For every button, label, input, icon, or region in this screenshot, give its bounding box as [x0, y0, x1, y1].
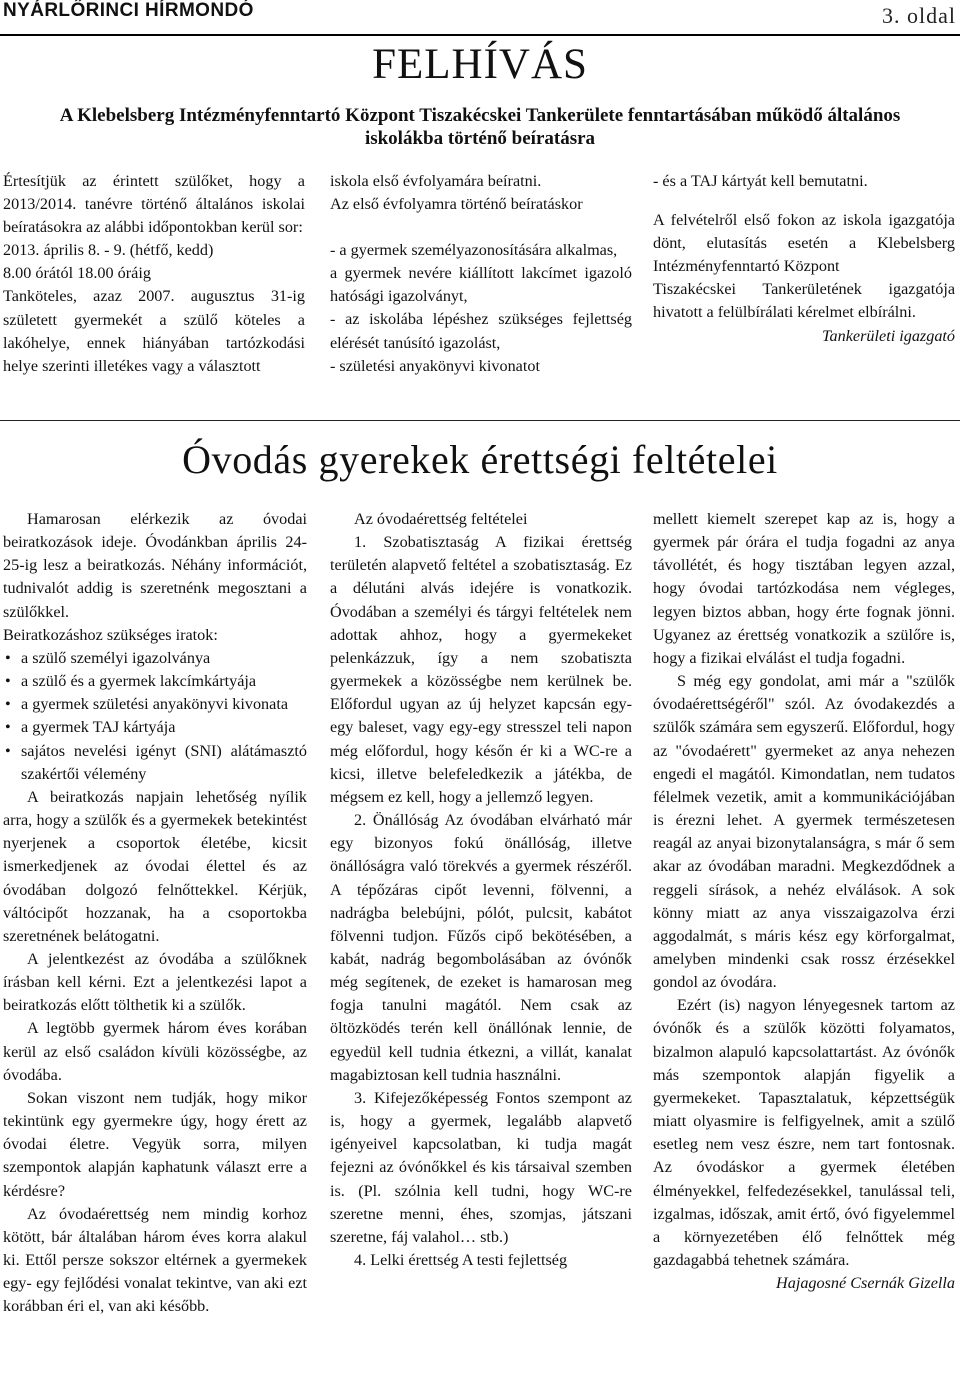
- masthead: [0, 0, 960, 36]
- article-paragraph: S még egy gondolat, ami már a "szülők óvodaérettségéről" szól. Az óvodakezdés a szülők számára sem egyszerű. Előfordul, hogy az "óvodaérett" gyermeket az anya nehezen engedi el magától. Kimondatlan, nem tudatos félelmek vezetik, amit a kommunikációjában is érezni lehet. A gyermek természetesen reagál az anyai bizonytalanságra, s már ő sem akar az óvodában maradni. Megkezdődnek a reggeli sírások, a nehéz elválások. A sok könny miatt az anya visszaigazolva érzi aggodalmát, s máris kész egy körforgalmat, amelyben mindenki csak rossz érzésekkel gondol az óvodára.: [653, 672, 955, 992]
- notice-list-item: - az iskolába lépéshez szükséges fejlettség elérését tanúsító igazolást,: [330, 310, 632, 352]
- notice-paragraph: Tanköteles, azaz 2007. augusztus 31-ig született gyermekét a szülő köteles a lakóhelye, ennek hiányában tartózkodási helye szerinti illetékes vagy a választott: [3, 287, 305, 375]
- documents-heading: Beiratkozáshoz szükséges iratok:: [3, 625, 218, 644]
- article-paragraph: A jelentkezést az óvodába a szülőknek írásban kell kérni. Ezt a jelentkezési lapot a beiratkozás előtt tölthetik ki a szülők.: [3, 949, 307, 1015]
- notice-column-1: [3, 170, 305, 378]
- notice-paragraph: Tiszakécskei Tankerületének igazgatója hivatott a felülbírálati kérelmet elbírálni.: [653, 280, 955, 322]
- notice-dates: 2013. április 8. - 9. (hétfő, kedd): [3, 241, 214, 260]
- article-paragraph: mellett kiemelt szerepet kap az is, hogy a gyermek pár órára el tudja fogadni az anya távollétét, és hogy tisztában legyen azzal, hogy óvodai tartózkodása nem végleges, legyen biztos abban, hogy érte fognak jönni. Ugyanez az érettség vonatkozik a szülőre is, hogy a fizikai elválást el tudja fogadni.: [653, 510, 955, 667]
- spacer: [330, 216, 632, 239]
- notice-column-3: [653, 170, 955, 348]
- notice-column-2: [330, 170, 632, 378]
- list-item: • a szülő és a gyermek lakcímkártyája: [3, 670, 307, 693]
- notice-list-item: a gyermek nevére kiállított lakcímet igazoló hatósági igazolványt,: [330, 264, 632, 306]
- notice-paragraph: - és a TAJ kártyát kell bemutatni.: [653, 172, 868, 190]
- list-item: • a gyermek születési anyakönyvi kivonata: [3, 693, 307, 716]
- article-paragraph: Az óvodaérettség nem mindig korhoz kötött, bár általában három éves korra alakul ki. Ettől persze sokszor eltérnek a gyermekek egy- egy fejlődési vonalat tekintve, van aki ezt korábban éri el, van aki később.: [3, 1204, 307, 1316]
- notice-list-item: - születési anyakönyvi kivonatot: [330, 356, 540, 375]
- article-author: Hajagosné Csernák Gizella: [776, 1274, 955, 1293]
- notice-signature: Tankerületi igazgató: [822, 326, 955, 345]
- notice-paragraph: Az első évfolyamra történő beíratáskor: [330, 195, 583, 214]
- list-item: • sajátos nevelési igényt (SNI) alátámasztó szakértői vélemény: [3, 740, 307, 786]
- article-paragraph: Sokan viszont nem tudják, hogy mikor tekintünk egy gyermekre úgy, hogy érett az óvodai életre. Vegyük sorra, milyen szempontok alapján kaphatunk választ erre a kérdésre?: [3, 1088, 307, 1200]
- notice-paragraph: iskola első évfolyamára beíratni.: [330, 172, 542, 190]
- list-item: • a gyermek TAJ kártyája: [3, 716, 307, 739]
- article-paragraph: 3. Kifejezőképesség Fontos szempont az is, hogy a gyermek, legalább alapvető igényeivel kapcsolatban, ki tudja magát fejezni az óvónőkkel és kis társaival szemben is. (Pl. szólnia kell tudni, hogy WC-re szeretne menni, éhes, szomjas, játszani szeretne, fáj valahol… stb.): [330, 1088, 632, 1246]
- article-paragraph: Hamarosan elérkezik az óvodai beiratkozások ideje. Óvodánkban április 24-25-ig lesz a beiratkozás. Néhány információt, tudnivalót addig is szeretnénk megosztani a szülőkkel.: [3, 510, 307, 621]
- documents-list: [3, 647, 307, 786]
- notice-subtitle: A Klebelsberg Intézményfenntartó Központ Tiszakécskei Tankerülete fenntartásában működő általános iskolákba történő beíratásra: [59, 105, 901, 149]
- article-paragraph: 4. Lelki érettség A testi fejlettség: [354, 1251, 568, 1269]
- article-paragraph: 2. Önállóság Az óvodában elvárható már egy bizonyos fokú önállóság, illetve önállóságra való törekvés a gyermek részéről. A tépőzáras cipőt levenni, fölvenni, a nadrágba belebújni, pólót, pulcsit, kabátot fölvenni tudjon. Fűzős cipő bekötésében, a kabát, nadrág begombolásában az óvónők még segítenek, de ezeket is hamarosan meg fogja tanulni magától. Nem csak az öltözködés terén kell önállónak lennie, de egyedül kell tudnia étkezni, a villát, kanalat magabiztosan kell tudnia használni.: [330, 811, 632, 1084]
- article-paragraph: 1. Szobatisztaság A fizikai érettség területén alapvető feltétel a szobatisztaság. Ez a délutáni alvás idejére is vonatkozik. Óvodában a személyi és tárgyi feltételek nem adottak ahhoz, hogy a gyermekeket pelenkázzuk, így a nem szobatiszta gyermekek a közösségbe nem kerülnek be. Előfordul ugyan az új helyzet kapcsán egy-egy baleset, vagy egy-egy stresszel teli napon még előfordul, hogy későn ér ki a WC-re a kicsi, illetve belefeledkezik a játékba, de mégsem ez kell, hogy a jellemző legyen.: [330, 533, 632, 806]
- publication-name: NYÁRLŐRINCI HÍRMONDÓ: [3, 0, 254, 21]
- notice-title: FELHÍVÁS: [372, 41, 588, 88]
- article-column-3: [653, 508, 955, 1295]
- section-divider: [0, 420, 960, 421]
- notice-hours: 8.00 órától 18.00 óráig: [3, 264, 151, 283]
- article-paragraph: A beiratkozás napjain lehetőség nyílik arra, hogy a szülők és a gyermekek betekintést nyerjenek a csoportok életébe, kicsit ismerkedjenek az óvodai élettel és az óvodában dolgozó felnőttekkel. Kérjük, váltócipőt hozzanak, ha a csoportokba szeretnének belátogatni.: [3, 787, 307, 945]
- article-paragraph: Ezért (is) nagyon lényegesnek tartom az óvónők és a szülők közötti folyamatos, bizalmon alapuló kapcsolattartást. Az óvónők más szempontok alapján figyelik a gyermekeket. Tapasztalatuk, képzettségük miatt olyasmire is felfigyelnek, amit a szülő esetleg nem vesz észre, nem tart fontosnak. Az óvodáskor a gyermek életében élményekkel, felfedezésekkel, tanulással teli, izgalmas, időszak, amit értő, óvó figyelemmel a környezetében élő felnőttek még gazdagabbá tehetnek számára.: [653, 996, 955, 1269]
- spacer: [653, 193, 955, 209]
- notice-list-item: - a gyermek személyazonosítására alkalmas,: [330, 241, 618, 260]
- notice-paragraph: Értesítjük az érintett szülőket, hogy a 2013/2014. tanévre történő általános iskolai beíratásokra az alábbi időpontokban kerül sor:: [3, 172, 305, 237]
- article-column-2: [330, 508, 632, 1272]
- article-column-1: [3, 508, 307, 1318]
- article-paragraph: A legtöbb gyermek három éves korában kerül az első családon kívüli közösségbe, az óvodába.: [3, 1019, 307, 1084]
- list-item: • a szülő személyi igazolványa: [3, 647, 307, 670]
- page-number: 3. oldal: [882, 3, 956, 28]
- article-title: Óvodás gyerekek érettségi feltételei: [182, 437, 778, 482]
- section-heading: Az óvodaérettség feltételei: [354, 510, 528, 528]
- notice-paragraph: A felvételről első fokon az iskola igazgatója dönt, elutasítás esetén a Klebelsberg Intézményfenntartó Központ: [653, 211, 955, 276]
